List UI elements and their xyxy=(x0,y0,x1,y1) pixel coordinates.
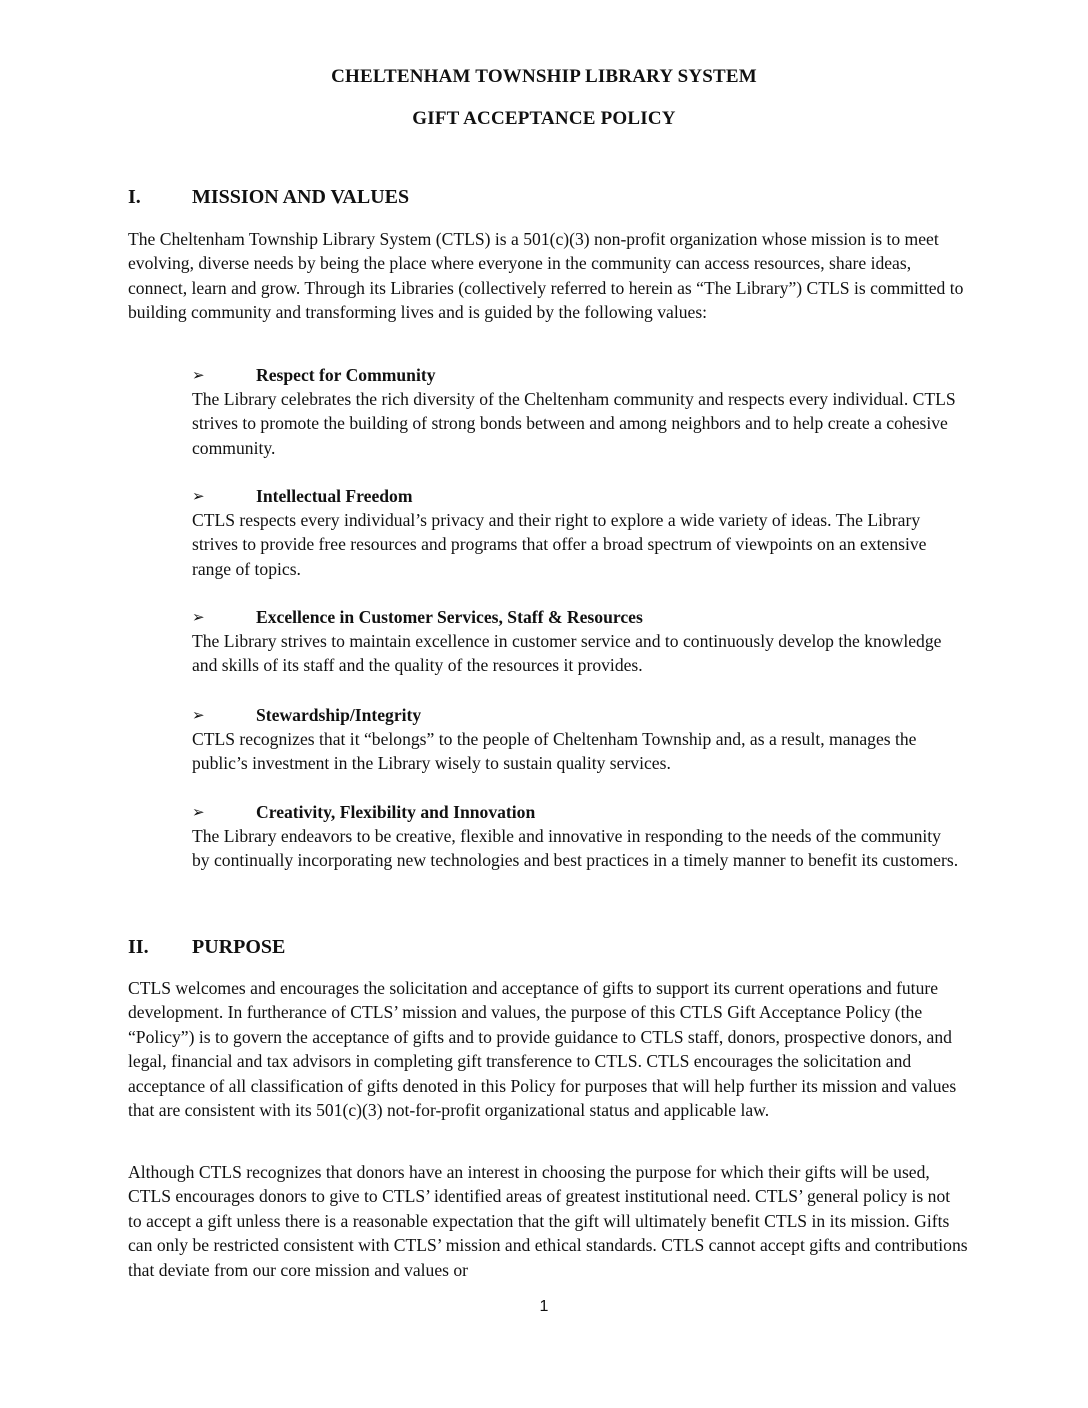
value-item-stewardship xyxy=(192,703,972,776)
section-title: MISSION AND VALUES xyxy=(192,186,410,208)
value-text: The Library strives to maintain excellence in customer service and to continuously develop the knowledge and skills of its staff and the quality of the resources it provides. xyxy=(192,631,942,676)
value-text: The Library endeavors to be creative, flexible and innovative in responding to the needs of the community by continually incorporating new technologies and best practices in a timely manner to benefit its customers. xyxy=(192,826,959,871)
arrowhead-bullet-icon: ➢ xyxy=(192,487,205,505)
value-item-creativity xyxy=(192,800,972,873)
section-number: I. xyxy=(128,186,141,208)
document-subtitle: GIFT ACCEPTANCE POLICY xyxy=(412,108,676,129)
document-title: CHELTENHAM TOWNSHIP LIBRARY SYSTEM xyxy=(331,66,757,87)
page-number: 1 xyxy=(539,1298,549,1315)
purpose-paragraph-2: Although CTLS recognizes that donors have an interest in choosing the purpose for which their gifts will be used, CTLS encourages donors to give to CTLS’ identified areas of greatest institutional need. CTLS’ general policy is not to accept a gift unless there is a reasonable expectation that the gift will ultimately benefit CTLS in its mission. Gifts can only be restricted consistent with CTLS’ mission and ethical standards. CTLS cannot accept gifts and contributions that deviate from our core mission and values or xyxy=(128,1162,968,1280)
value-heading: Respect for Community xyxy=(256,365,436,385)
section-heading-purpose xyxy=(128,936,285,959)
arrowhead-bullet-icon: ➢ xyxy=(192,608,205,626)
mission-paragraph: The Cheltenham Township Library System (CTLS) is a 501(c)(3) non-profit organization whose mission is to meet evolving, diverse needs by being the place where everyone in the community can access resources, share ideas, connect, learn and grow. Through its Libraries (collectively referred to herein as “The Library”) CTLS is committed to building community and transforming lives and is guided by the following values: xyxy=(128,229,964,323)
purpose-paragraph-1: CTLS welcomes and encourages the solicitation and acceptance of gifts to support its current operations and future development. In furtherance of CTLS’ mission and values, the purpose of this CTLS Gift Acceptance Policy (the “Policy”) is to govern the acceptance of gifts and to provide guidance to CTLS staff, donors, prospective donors, and legal, financial and tax advisors in completing gift transference to CTLS. CTLS encourages the solicitation and acceptance of all classification of gifts denoted in this Policy for purposes that will help further its mission and values that are consistent with its 501(c)(3) not-for-profit organizational status and applicable law. xyxy=(128,978,957,1121)
value-text: The Library celebrates the rich diversity of the Cheltenham community and respects every individual. CTLS strives to promote the building of strong bonds between and among neighbors and to help create a cohesive community. xyxy=(192,389,956,458)
value-item-excellence xyxy=(192,605,972,678)
arrowhead-bullet-icon: ➢ xyxy=(192,366,205,384)
section-number: II. xyxy=(128,936,149,958)
value-item-respect xyxy=(192,363,972,460)
value-heading: Creativity, Flexibility and Innovation xyxy=(256,802,536,822)
value-text: CTLS recognizes that it “belongs” to the people of Cheltenham Township and, as a result, manages the public’s investment in the Library wisely to sustain quality services. xyxy=(192,729,917,774)
value-text: CTLS respects every individual’s privacy and their right to explore a wide variety of ideas. The Library strives to provide free resources and programs that offer a broad spectrum of viewpoints on an extensive range of topics. xyxy=(192,510,927,579)
section-heading-mission xyxy=(128,186,409,209)
arrowhead-bullet-icon: ➢ xyxy=(192,706,205,724)
value-item-intellectual-freedom xyxy=(192,484,972,581)
section-title: PURPOSE xyxy=(192,936,286,958)
value-heading: Stewardship/Integrity xyxy=(256,705,422,725)
value-heading: Intellectual Freedom xyxy=(256,486,413,506)
value-heading: Excellence in Customer Services, Staff & Resources xyxy=(256,607,643,627)
arrowhead-bullet-icon: ➢ xyxy=(192,803,205,821)
